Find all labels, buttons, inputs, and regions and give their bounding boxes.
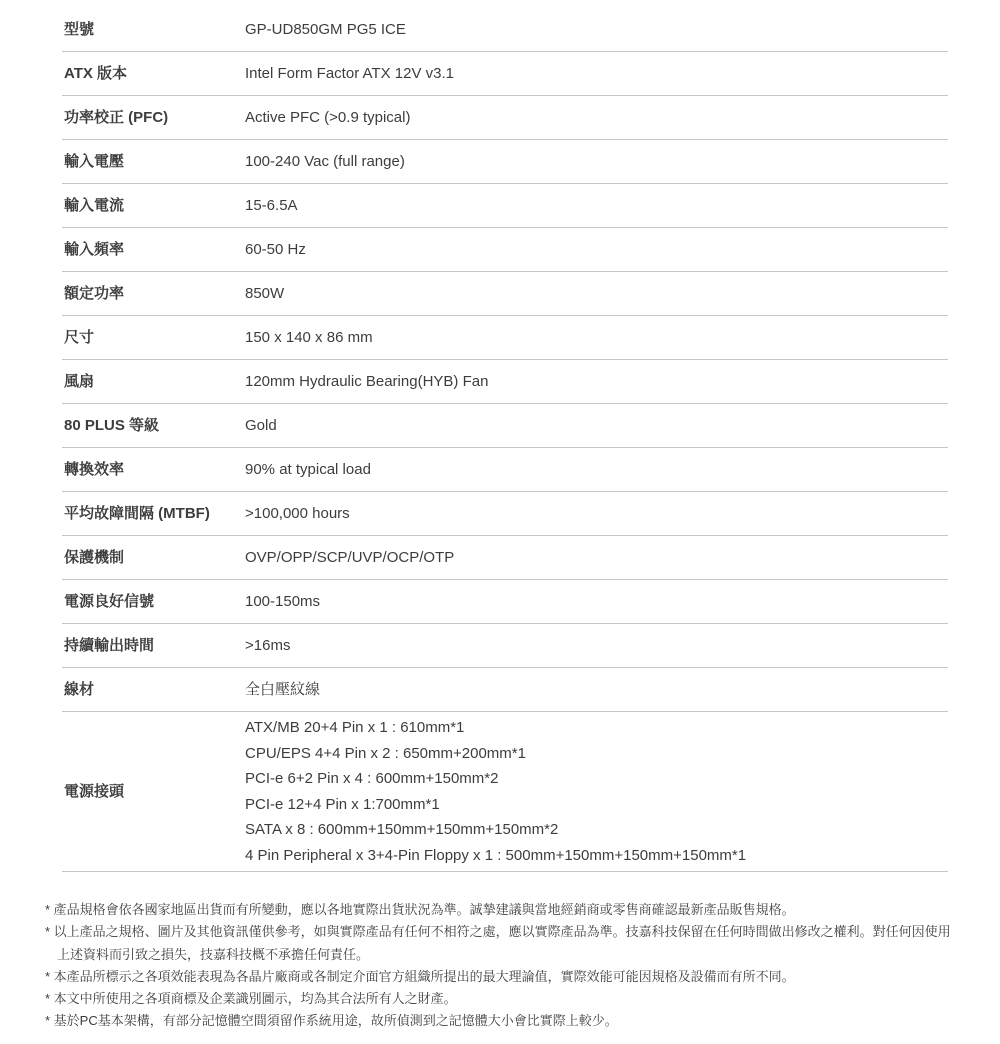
spec-value: >100,000 hours	[245, 504, 350, 522]
spec-label: 保護機制	[64, 548, 125, 566]
spec-value: 90% at typical load	[245, 460, 371, 478]
spec-label: 型號	[64, 20, 95, 38]
spec-row	[62, 272, 948, 316]
spec-value: Intel Form Factor ATX 12V v3.1	[245, 64, 454, 82]
spec-value: 100-150ms	[245, 592, 321, 610]
footnote-item: * 基於PC基本架構，有部分記憶體空間須留作系統用途，故所偵測到之記憶體大小會比實際上較少。	[45, 1013, 618, 1029]
spec-value: 15-6.5A	[245, 196, 298, 214]
footnote-item: * 以上產品之規格、圖片及其他資訊僅供參考，如與實際產品有任何不相符之處，應以實際產品為準。技嘉科技保留在任何時間做出修改之權利。對任何因使用上述資料而引致之損失，技嘉科技概不承擔任何責任。	[45, 924, 951, 962]
spec-value: 150 x 140 x 86 mm	[245, 328, 373, 346]
spec-row	[62, 712, 948, 872]
spec-row	[62, 8, 948, 52]
spec-row	[62, 624, 948, 668]
spec-value: 60-50 Hz	[245, 240, 306, 258]
spec-row	[62, 140, 948, 184]
spec-row	[62, 184, 948, 228]
spec-row	[62, 492, 948, 536]
spec-value: 850W	[245, 284, 285, 302]
spec-label: 80 PLUS 等級	[64, 416, 160, 434]
spec-label: 尺寸	[64, 328, 95, 346]
spec-value	[245, 715, 746, 868]
spec-value: 120mm Hydraulic Bearing(HYB) Fan	[245, 372, 489, 390]
connector-line: PCI-e 12+4 Pin x 1:700mm*1	[245, 795, 440, 813]
spec-label: 風扇	[64, 372, 95, 390]
spec-value: GP-UD850GM PG5 ICE	[245, 20, 406, 38]
spec-label: 輸入電流	[64, 196, 125, 214]
spec-label: 轉換效率	[64, 460, 125, 478]
spec-label: 電源良好信號	[64, 592, 155, 610]
spec-value: >16ms	[245, 636, 291, 654]
spec-value: OVP/OPP/SCP/UVP/OCP/OTP	[245, 548, 455, 566]
spec-label: ATX 版本	[64, 64, 128, 82]
connector-line: SATA x 8 : 600mm+150mm+150mm+150mm*2	[245, 821, 559, 838]
spec-label: 電源接頭	[64, 782, 125, 800]
spec-row	[62, 448, 948, 492]
spec-row	[62, 404, 948, 448]
spec-row	[62, 668, 948, 712]
footnote-item: * 本文中所使用之各項商標及企業識別圖示，均為其合法所有人之財產。	[45, 991, 457, 1007]
spec-value: Gold	[245, 416, 277, 434]
connector-line: CPU/EPS 4+4 Pin x 2 : 650mm+200mm*1	[245, 744, 526, 762]
spec-value: Active PFC (>0.9 typical)	[245, 108, 411, 126]
footnote-item: * 本產品所標示之各項效能表現為各晶片廠商或各制定介面官方組織所提出的最大理論值，實際效能可能因規格及設備而有所不同。	[45, 968, 795, 984]
spec-value: 100-240 Vac (full range)	[245, 152, 405, 170]
spec-label: 平均故障間隔 (MTBF)	[64, 504, 210, 522]
spec-row	[62, 52, 948, 96]
spec-row	[62, 536, 948, 580]
footnotes	[45, 899, 958, 1033]
spec-value: 全白壓紋線	[245, 680, 321, 698]
spec-row	[62, 360, 948, 404]
footnote-item: * 產品規格會依各國家地區出貨而有所變動，應以各地實際出貨狀況為準。誠摯建議與當地經銷商或零售商確認最新產品販售規格。	[45, 902, 795, 917]
connector-line: PCI-e 6+2 Pin x 4 : 600mm+150mm*2	[245, 770, 499, 787]
spec-label: 輸入電壓	[64, 152, 125, 170]
spec-row	[62, 580, 948, 624]
spec-label: 功率校正 (PFC)	[64, 108, 169, 126]
spec-table	[62, 8, 948, 872]
spec-row	[62, 316, 948, 360]
spec-row	[62, 228, 948, 272]
spec-label: 線材	[64, 680, 95, 698]
spec-label: 持續輸出時間	[64, 636, 155, 654]
spec-label: 額定功率	[64, 284, 125, 302]
spec-label: 輸入頻率	[64, 240, 125, 258]
connector-line: 4 Pin Peripheral x 3+4-Pin Floppy x 1 : 500mm+150mm+150mm+150mm*1	[245, 846, 747, 864]
connector-line: ATX/MB 20+4 Pin x 1 : 610mm*1	[245, 719, 465, 736]
spec-row	[62, 96, 948, 140]
